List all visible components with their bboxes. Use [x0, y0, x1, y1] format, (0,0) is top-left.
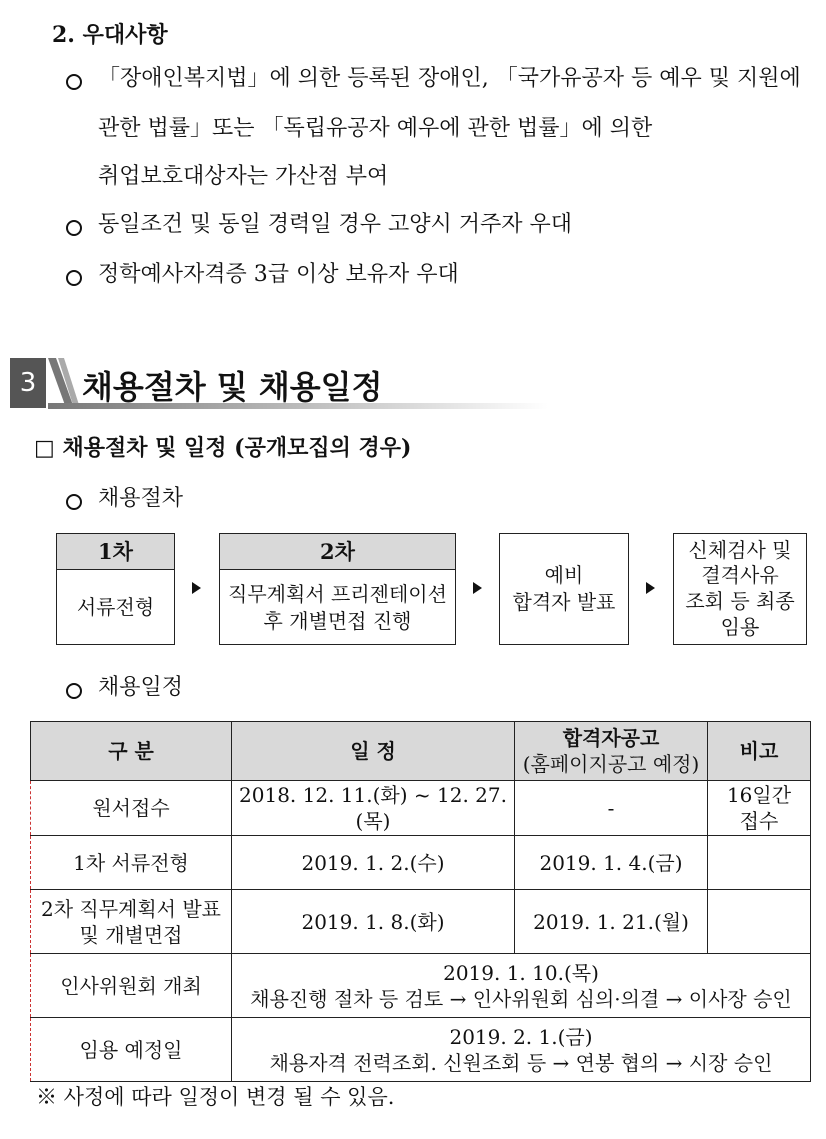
flow-step-1-head: 1차 — [57, 534, 174, 570]
section-2-heading: 2. 우대사항 — [52, 22, 168, 48]
row-date: 2018. 12. 11.(화) ~ 12. 27.(목) — [232, 781, 515, 836]
flow-step-3 — [499, 533, 629, 645]
row-detail-line1: 2019. 2. 1.(금) — [449, 1024, 593, 1049]
row-note-line1: 16일간 — [726, 783, 792, 807]
table-row — [31, 890, 811, 954]
row-detail-line2: 채용진행 절차 등 검토 → 인사위원회 심의·의결 → 이사장 승인 — [250, 986, 792, 1011]
arrow-right-icon — [192, 582, 201, 594]
row-announcement: 2019. 1. 21.(월) — [515, 890, 708, 954]
bullet-icon — [66, 217, 82, 236]
flow-step-1-body: 서류전형 — [76, 595, 155, 619]
row-category: 1차 서류전형 — [31, 836, 232, 890]
flow-step-1 — [56, 533, 175, 645]
flow-step-4-line3: 조회 등 최종 — [685, 589, 795, 613]
flow-step-2-body-line2: 후 개별면접 진행 — [263, 608, 412, 633]
slash-decoration-icon — [46, 358, 82, 408]
preference-item-1-line2: 관한 법률」또는 「독립유공자 예우에 관한 법률」에 의한 — [98, 116, 653, 141]
row-category: 임용 예정일 — [31, 1018, 232, 1082]
recruitment-subheading: □ 채용절차 및 일정 (공개모집의 경우) — [34, 435, 412, 461]
row-category-line1: 2차 직무계획서 발표 — [41, 896, 221, 921]
row-announcement: - — [515, 781, 708, 836]
flow-step-3-line2: 합격자 발표 — [512, 590, 616, 614]
table-row — [31, 836, 811, 890]
section-3-title: 채용절차 및 채용일정 — [82, 368, 383, 406]
bullet-icon — [66, 71, 82, 90]
row-category: 원서접수 — [31, 781, 232, 836]
row-detail-line2: 채용자격 전력조회. 신원조회 등 → 연봉 협의 → 시장 승인 — [269, 1050, 773, 1075]
section-3-number: 3 — [10, 358, 46, 408]
row-category — [31, 890, 232, 954]
row-category-line2: 및 개별면접 — [79, 922, 183, 947]
preference-item-2: 동일조건 및 동일 경력일 경우 고양시 거주자 우대 — [98, 212, 572, 237]
preference-item-1-line3: 취업보호대상자는 가산점 부여 — [98, 164, 389, 189]
table-row — [31, 954, 811, 1018]
row-detail — [232, 954, 811, 1018]
flow-step-4-line4: 임용 — [720, 614, 760, 639]
flow-step-4-line1: 신체검사 및 — [688, 537, 792, 562]
row-announcement: 2019. 1. 4.(금) — [515, 836, 708, 890]
row-date: 2019. 1. 2.(수) — [232, 836, 515, 890]
header-note: 비고 — [708, 722, 811, 781]
schedule-footnote: ※ 사정에 따라 일정이 변경 될 수 있음. — [36, 1085, 395, 1109]
table-row — [31, 1018, 811, 1082]
schedule-label: 채용일정 — [98, 675, 184, 700]
table-header-row — [31, 722, 811, 781]
flow-step-2-body-line1: 직무계획서 프리젠테이션 — [228, 581, 447, 606]
flow-step-4 — [673, 533, 807, 645]
row-detail-line1: 2019. 1. 10.(목) — [443, 960, 599, 985]
arrow-right-icon — [473, 582, 482, 594]
row-note — [708, 781, 811, 836]
flow-step-2 — [219, 533, 456, 645]
row-date: 2019. 1. 8.(화) — [232, 890, 515, 954]
row-note — [708, 836, 811, 890]
header-announcement-title: 합격자공고 — [562, 726, 660, 750]
row-category: 인사위원회 개최 — [31, 954, 232, 1018]
row-note — [708, 890, 811, 954]
row-detail — [232, 1018, 811, 1082]
preference-item-3: 정학예사자격증 3급 이상 보유자 우대 — [98, 262, 459, 287]
header-announcement-sub: (홈페이지공고 예정) — [522, 752, 700, 776]
flow-step-4-line2: 결격사유 — [701, 563, 779, 588]
row-note-line2: 접수 — [739, 809, 779, 833]
schedule-table — [30, 721, 811, 1082]
table-row — [31, 781, 811, 836]
preference-item-1-line1: 「장애인복지법」에 의한 등록된 장애인, 「국가유공자 등 예우 및 지원에 — [98, 66, 801, 91]
bullet-icon — [66, 267, 82, 286]
header-announcement — [515, 722, 708, 781]
bullet-icon — [66, 491, 82, 510]
bullet-icon — [66, 680, 82, 699]
header-category: 구 분 — [31, 722, 232, 781]
procedure-label: 채용절차 — [98, 486, 184, 511]
header-date: 일 정 — [232, 722, 515, 781]
arrow-right-icon — [646, 582, 655, 594]
flow-step-2-head: 2차 — [220, 534, 455, 570]
flow-step-3-line1: 예비 — [544, 563, 584, 587]
